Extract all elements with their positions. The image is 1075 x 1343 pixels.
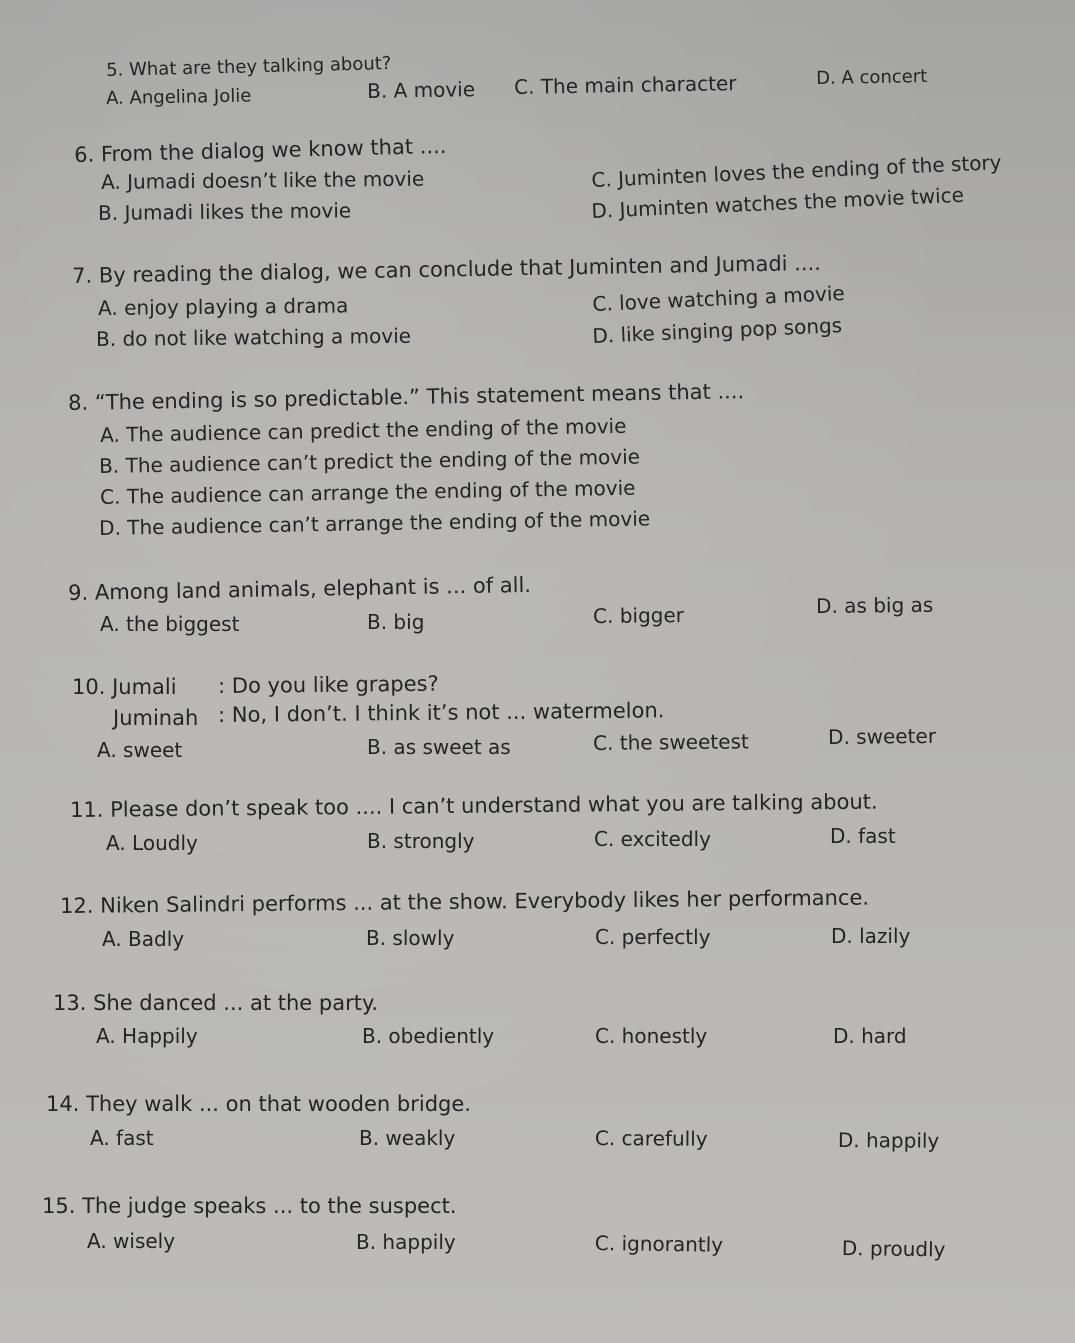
q13-option-d: D. hard — [833, 1024, 907, 1048]
question-10-speaker-1: 10. Jumali — [72, 675, 177, 699]
q10-option-b: B. as sweet as — [367, 735, 511, 759]
q5-option-d: D. A concert — [815, 66, 928, 89]
q15-option-c: C. ignorantly — [594, 1231, 724, 1257]
q12-option-c: C. perfectly — [595, 925, 711, 949]
q13-option-b: B. obediently — [362, 1024, 495, 1048]
question-10-line-1: : Do you like grapes? — [217, 671, 439, 698]
question-10-speaker-2: Juminah — [113, 706, 199, 730]
q11-option-c: C. excitedly — [594, 827, 711, 851]
q13-option-c: C. honestly — [595, 1024, 708, 1048]
q12-option-d: D. lazily — [831, 924, 911, 948]
q15-option-a: A. wisely — [87, 1229, 176, 1253]
question-8: 8. “The ending is so predictable.” This statement means that .... — [67, 379, 745, 415]
q7-option-b: B. do not like watching a movie — [95, 323, 412, 351]
q7-option-c: C. love watching a movie — [591, 280, 846, 316]
q11-option-b: B. strongly — [367, 829, 475, 853]
q14-option-d: D. happily — [837, 1128, 940, 1153]
q14-option-c: C. carefully — [594, 1126, 708, 1151]
q10-option-a: A. sweet — [97, 738, 183, 762]
q9-option-a: A. the biggest — [100, 612, 240, 636]
q9-option-b: B. big — [367, 610, 425, 634]
q5-option-b: B. A movie — [366, 77, 476, 103]
q7-option-a: A. enjoy playing a drama — [97, 293, 349, 320]
question-14: 14. They walk ... on that wooden bridge. — [46, 1092, 471, 1116]
q10-option-c: C. the sweetest — [592, 729, 749, 755]
q6-option-d: D. Juminten watches the movie twice — [590, 182, 965, 223]
q12-option-b: B. slowly — [366, 926, 455, 950]
q5-option-c: C. The main character — [513, 71, 737, 99]
q9-option-d: D. as big as — [815, 592, 934, 618]
question-15: 15. The judge speaks ... to the suspect. — [42, 1194, 457, 1218]
question-9: 9. Among land animals, elephant is ... of all. — [67, 572, 532, 605]
q11-option-a: A. Loudly — [106, 831, 198, 855]
q15-option-d: D. proudly — [841, 1236, 946, 1262]
q12-option-a: A. Badly — [102, 927, 185, 951]
q10-option-d: D. sweeter — [827, 723, 937, 749]
q6-option-c: C. Juminten loves the ending of the story — [590, 150, 1002, 192]
question-6: 6. From the dialog we know that .... — [73, 133, 447, 167]
q14-option-a: A. fast — [90, 1126, 154, 1150]
q11-option-d: D. fast — [830, 824, 896, 848]
q8-option-c: C. The audience can arrange the ending of the movie — [99, 475, 636, 509]
q6-option-a: A. Jumadi doesn’t like the movie — [100, 166, 425, 194]
question-12: 12. Niken Salindri performs ... at the show. Everybody likes her performance. — [59, 885, 870, 918]
q8-option-d: D. The audience can’t arrange the ending of the movie — [98, 506, 651, 540]
q15-option-b: B. happily — [356, 1230, 456, 1254]
q13-option-a: A. Happily — [96, 1024, 198, 1048]
q9-option-c: C. bigger — [592, 603, 685, 628]
question-10-line-2: : No, I don’t. I think it’s not ... watermelon. — [217, 698, 665, 727]
q14-option-b: B. weakly — [359, 1126, 456, 1150]
question-5: 5. What are they talking about? — [105, 53, 392, 81]
q8-option-b: B. The audience can’t predict the ending of the movie — [98, 444, 641, 478]
q6-option-b: B. Jumadi likes the movie — [97, 198, 352, 225]
q7-option-d: D. like singing pop songs — [591, 313, 843, 348]
q5-option-a: A. Angelina Jolie — [105, 85, 252, 109]
question-7: 7. By reading the dialog, we can conclude that Juminten and Jumadi .... — [71, 250, 822, 288]
q8-option-a: A. The audience can predict the ending of the movie — [99, 413, 627, 447]
question-11: 11. Please don’t speak too .... I can’t understand what you are talking about. — [69, 789, 878, 822]
question-13: 13. She danced ... at the party. — [53, 991, 379, 1015]
